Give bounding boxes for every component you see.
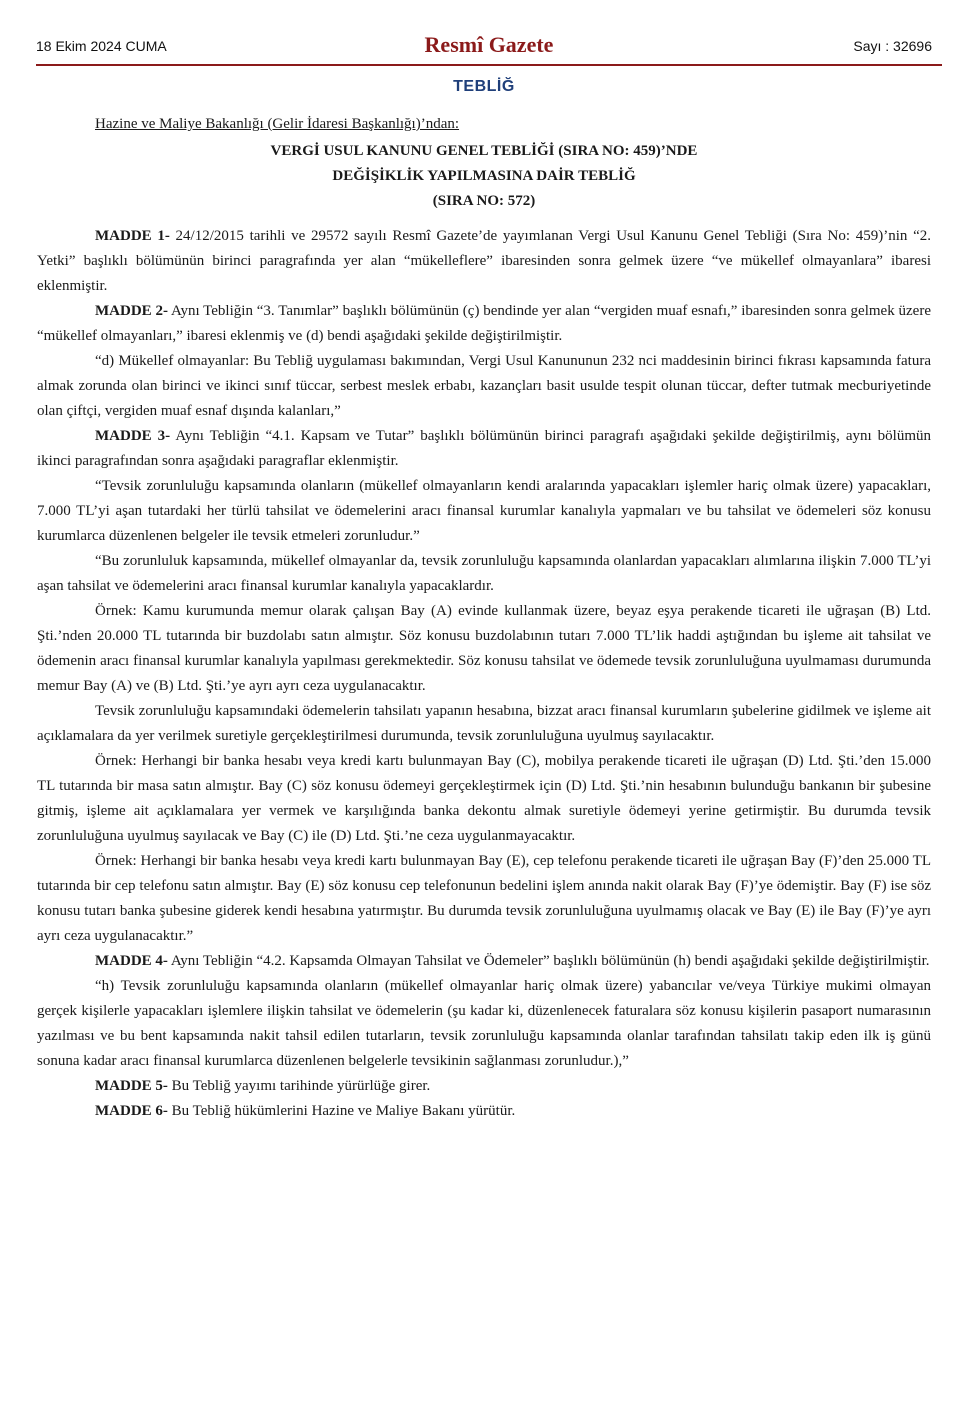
paragraph-text: Örnek: Kamu kurumunda memur olarak çalışan Bay (A) evinde kullanmak üzere, beyaz eşya perakende ticareti ile uğraşan (B) Ltd. Şti.’nden 20.000 TL tutarında bir buzdolabı satın almıştır. Söz konusu buzdolabının tutarı 7.000 TL’lik haddi aştığından bu işleme ait tahsilat ve ödemenin aracı finansal kurumlar kanalıyla yapılması gerekmektedir. Söz konusu tahsilat ve ödemede tevsik zorunluluğuna uyulmaması durumunda memur Bay (A) ve (B) Ltd. Şti.’ye ayrı ayrı ceza uygulanacaktır. [37,603,931,694]
body-paragraph [37,549,931,599]
title-line: DEĞİŞİKLİK YAPILMASINA DAİR TEBLİĞ [332,168,636,184]
article-lead: MADDE 5- [95,1078,168,1094]
article-lead: MADDE 1- [95,228,170,244]
article-paragraph [37,424,931,474]
paragraph-text: Aynı Tebliğin “4.2. Kapsamda Olmayan Tahsilat ve Ödemeler” başlıklı bölümünün (h) bendi aşağıdaki şekilde değiştirilmiştir. [167,953,930,969]
example-paragraph [37,749,931,849]
masthead [36,30,942,66]
body-paragraph [37,974,931,1074]
paragraph-text: “Tevsik zorunluluğu kapsamında olanların (mükellef olmayanların kendi aralarında yapacakları işlemler hariç olmak üzere) yapacakları, 7.000 TL’yi aşan tutardaki her türlü tahsilat ve ödemelerini aracı finansal kurumlar kanalıyla yapmaları ve bu tahsilat ve ödemeleri söz konusu kurumlarca düzenlenen belgeler ile tevsik etmeleri zorunludur.” [37,478,931,544]
paragraph-text: Tevsik zorunluluğu kapsamındaki ödemelerin tahsilatı yapanın hesabına, bizzat aracı finansal kurumların şubelerine gidilmek ve işleme ait açıklamalara da yer verilmek suretiyle gerçekleştirilmesi durumunda, tevsik zorunluluğuna uyulmuş sayılacaktır. [37,703,931,744]
article-paragraph [37,224,931,299]
paragraph-text: Aynı Tebliğin “4.1. Kapsam ve Tutar” başlıklı bölümünün birinci paragrafı aşağıdaki şekilde değiştirilmiş, aynı bölümün ikinci paragrafından sonra aşağıdaki paragraflar eklenmiştir. [37,428,932,469]
article-paragraph [37,949,931,974]
article-paragraph [37,299,931,349]
paragraph-text: Aynı Tebliğin “3. Tanımlar” başlıklı bölümünün (ç) bendinde yer alan “vergiden muaf esnafı,” ibaresinden sonra gelmek üzere “mükellef olmayanları,” ibaresi eklenmiş ve (d) bendi aşağıdaki şekilde değiştirilmiştir. [37,303,931,344]
article-lead: MADDE 3- [95,428,171,444]
article-lead: MADDE 2- [95,303,168,319]
body-paragraph [37,474,931,549]
article-lead: MADDE 6- [95,1103,168,1119]
paragraph-text: “Bu zorunluluk kapsamında, mükellef olmayanlar da, tevsik zorunluluğu kapsamında olanlardan yapacakları alımlarına ilişkin 7.000 TL’yi aşan tahsilat ve ödemelerini aracı finansal kurumlar kanalıyla yapacaklardır. [37,553,931,594]
paragraph-text: “d) Mükellef olmayanlar: Bu Tebliğ uygulaması bakımından, Vergi Usul Kanununun 232 nci maddesinin birinci fıkrası kapsamında fatura almak zorunda olan birinci ve ikinci sınıf tüccar, serbest meslek erbabı, kazançları basit usulde tespit olunan tüccar, defter tutmak mecburiyetinde olan çiftçi, vergiden muaf esnaf dışında kalanları,” [37,353,931,419]
title-line: (SIRA NO: 572) [432,193,536,209]
example-paragraph [37,849,931,949]
example-paragraph [37,599,931,699]
article-paragraph [37,1074,931,1099]
issue-number: Sayı : 32696 [853,38,932,54]
body-paragraph [37,349,931,424]
publication-date: 18 Ekim 2024 CUMA [36,38,167,54]
paragraph-text: Bu Tebliğ hükümlerini Hazine ve Maliye Bakanı yürütür. [167,1103,516,1119]
title-line: VERGİ USUL KANUNU GENEL TEBLİĞİ (SIRA NO: 459)’NDE [270,143,698,159]
paragraph-text: Bu Tebliğ yayımı tarihinde yürürlüğe girer. [167,1078,431,1094]
paragraph-text: 24/12/2015 tarihli ve 29572 sayılı Resmî Gazete’de yayımlanan Vergi Usul Kanunu Genel Tebliği (Sıra No: 459)’nin “2. Yetki” başlıklı bölümünün birinci paragrafında yer alan “mükelleflere” ibaresinden sonra gelmek üzere “ve mükellef olmayanlara” ibaresi eklenmiştir. [37,228,931,294]
article-lead: MADDE 4- [95,953,168,969]
section-heading: TEBLİĞ [453,78,515,95]
publication-title: Resmî Gazete [424,32,554,57]
paragraph-text: Örnek: Herhangi bir banka hesabı veya kredi kartı bulunmayan Bay (C), mobilya perakende ticareti ile uğraşan (D) Ltd. Şti.’den 15.000 TL tutarında bir masa satın almıştır. Bay (C) söz konusu ödemeyi gerçekleştirmek için (D) Ltd. Şti.’nin hesabının bulunduğu bankanın bir şubesine gitmiş, işleme ait açıklamalara yer vermek ve karşılığında banka dekontu almak suretiyle ödemeyi yerine getirmiştir. Bu durumda tevsik zorunluluğuna uyulmuş sayılacak ve Bay (C) ile (D) Ltd. Şti.’ne ceza uygulanmayacaktır. [37,753,931,844]
article-paragraph [37,1099,931,1124]
document-body [37,112,931,1124]
paragraph-text: Örnek: Herhangi bir banka hesabı veya kredi kartı bulunmayan Bay (E), cep telefonu perakende ticareti ile uğraşan Bay (F)’den 25.000 TL tutarında bir cep telefonu satın almıştır. Bay (E) söz konusu cep telefonunun bedelini işlem anında nakit olarak Bay (F)’ye ödemiştir. Bay (F) ise söz konusu tutarı banka şubesine giderek kendi hesabına yatırmıştır. Bu durumda tevsik zorunluluğuna uyulmamış olacak ve Bay (E) ile Bay (F)’ye ayrı ayrı ceza uygulanacaktır.” [37,853,931,944]
body-paragraph [37,699,931,749]
paragraph-text: “h) Tevsik zorunluluğu kapsamında olanların (mükellef olmayanlar hariç olmak üzere) yabancılar ve/veya Türkiye mukimi olmayan gerçek kişilerle yapacakları işlemlere ilişkin tahsilat ve ödemelerin (şu kadar ki, düzenlenecek faturalara söz konusu kişilerin pasaport numarasının yazılması ve bu bent kapsamında nakit tahsil edilen tutarların, tevsik zorunluluğu kapsamında olanlar tarafından tahsilatı takip eden ilk iş günü sonuna kadar aracı finansal kurumlarca düzenlenen belgelerle tevsikinin sağlanması zorunludur.),” [37,978,931,1069]
issuer-line: Hazine ve Maliye Bakanlığı (Gelir İdaresi Başkanlığı)’ndan: [95,116,460,132]
